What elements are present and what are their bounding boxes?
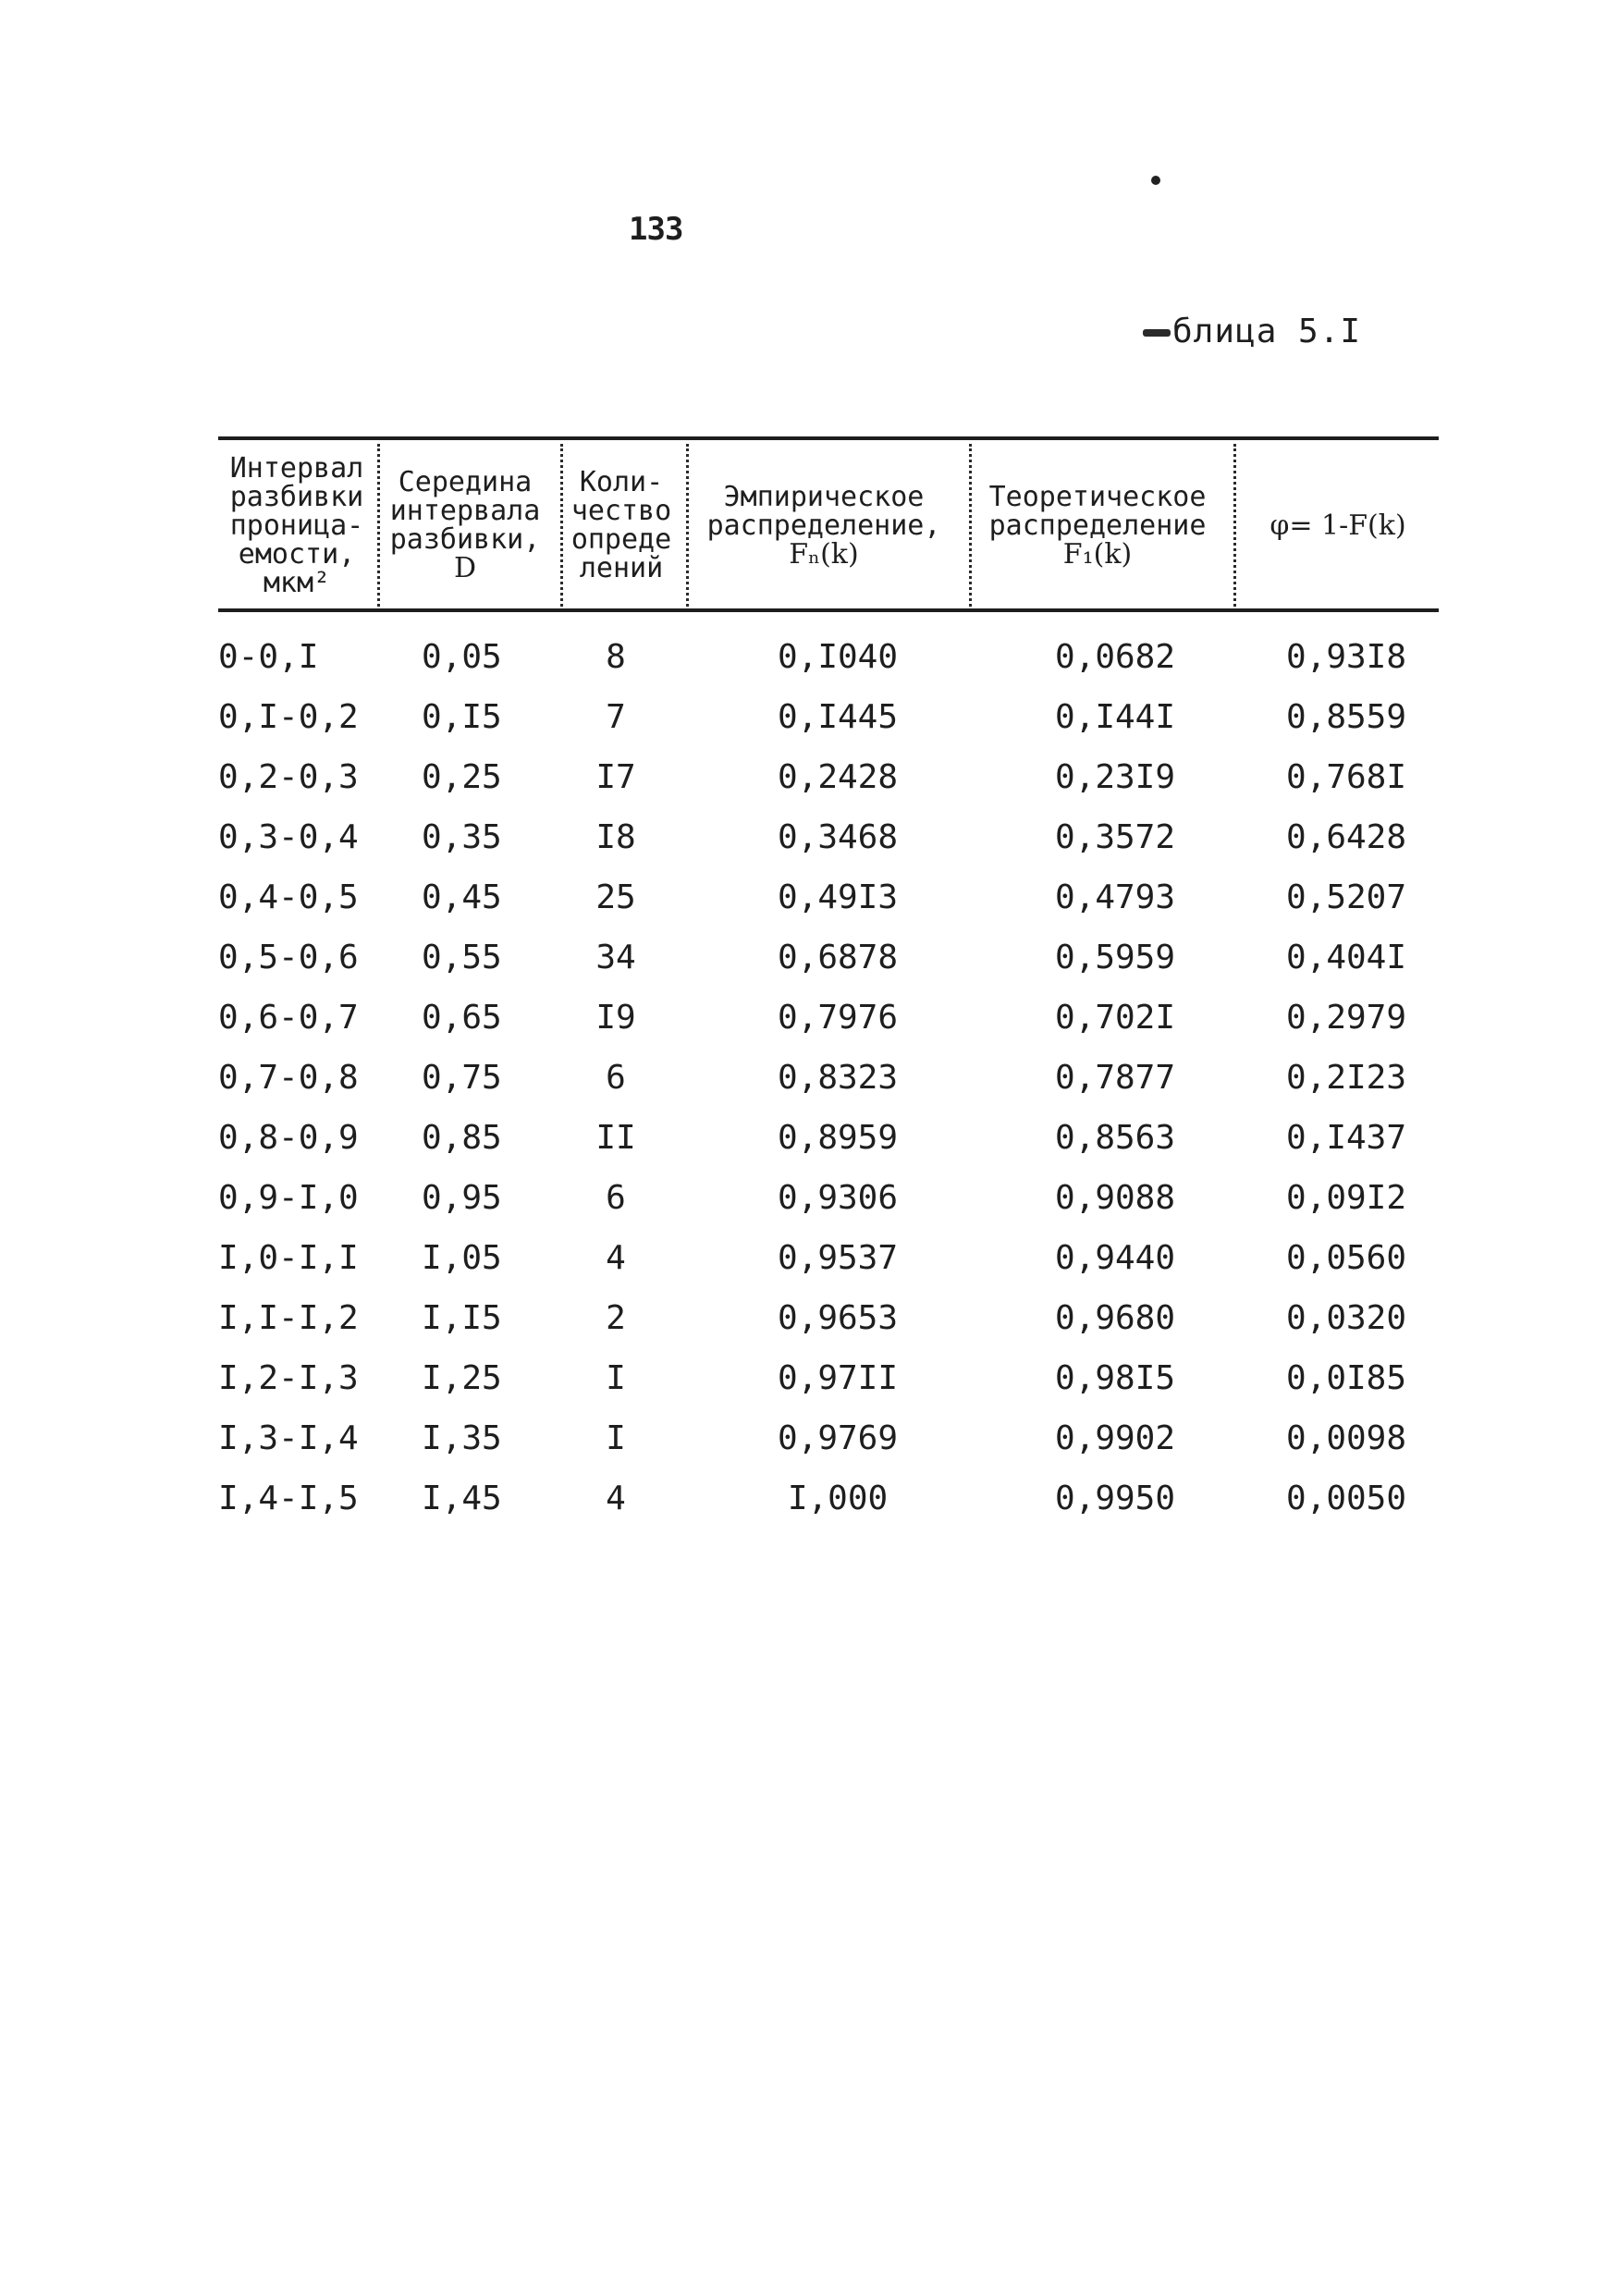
cell-midpoint: 0,05 (422, 638, 502, 676)
cell-count: 34 (595, 939, 636, 976)
table-row (218, 867, 1439, 927)
table-top-rule (218, 436, 1439, 440)
cell-count: II (595, 1119, 636, 1157)
header-interval-line: Интервал (229, 451, 364, 485)
cell-empirical: 0,8959 (777, 1119, 899, 1157)
cell-phi: 0,8559 (1285, 698, 1407, 736)
header-interval (218, 444, 375, 607)
cell-midpoint: 0,65 (422, 999, 502, 1037)
cell-empirical: 0,2428 (777, 758, 899, 796)
table-row (218, 747, 1439, 807)
table-row (218, 1468, 1439, 1529)
cell-phi: 0,6428 (1285, 818, 1407, 856)
cell-theoretical: 0,9680 (1054, 1299, 1176, 1337)
cell-interval: I,4-I,5 (218, 1480, 359, 1517)
cell-count: I (606, 1359, 626, 1397)
cell-count: 4 (606, 1239, 626, 1277)
cell-midpoint: I,25 (422, 1359, 502, 1397)
cell-theoretical: 0,702I (1054, 999, 1176, 1037)
cell-phi: 0,2I23 (1285, 1059, 1407, 1097)
cell-theoretical: 0,5959 (1054, 939, 1176, 976)
cell-phi: 0,0560 (1285, 1239, 1407, 1277)
cell-phi: 0,2979 (1285, 999, 1407, 1037)
cell-midpoint: I,45 (422, 1480, 502, 1517)
table-row (218, 1348, 1439, 1408)
cell-theoretical: 0,9440 (1054, 1239, 1176, 1277)
header-empirical-line: Эмпирическое (723, 480, 925, 513)
cell-midpoint: 0,25 (422, 758, 502, 796)
table-row (218, 1408, 1439, 1468)
header-separator (560, 444, 563, 607)
header-midpoint (381, 444, 549, 607)
cell-interval: 0,2-0,3 (218, 758, 359, 796)
cell-empirical: 0,I445 (777, 698, 899, 736)
table-row (218, 1048, 1439, 1108)
header-count-line: Коли- (579, 466, 664, 498)
cell-empirical: 0,9653 (777, 1299, 899, 1337)
header-count-line: лений (579, 552, 664, 584)
cell-theoretical: 0,9950 (1054, 1480, 1176, 1517)
table-row (218, 1168, 1439, 1228)
header-theoretical (973, 444, 1222, 607)
table-row (218, 1288, 1439, 1348)
header-midpoint-line: разбивки, (389, 523, 541, 556)
cell-empirical: I,000 (787, 1480, 889, 1517)
header-theoretical-line: распределение (988, 509, 1207, 542)
cell-interval: I,0-I,I (218, 1239, 359, 1277)
header-separator (969, 444, 972, 607)
header-empirical-symbol: Fₙ(k) (789, 537, 859, 571)
cell-theoretical: 0,7877 (1054, 1059, 1176, 1097)
table-header-rule (218, 608, 1439, 612)
cell-phi: 0,768I (1285, 758, 1407, 796)
cell-empirical: 0,9537 (777, 1239, 899, 1277)
cell-midpoint: 0,95 (422, 1179, 502, 1217)
cell-midpoint: 0,45 (422, 878, 502, 916)
cell-theoretical: 0,9088 (1054, 1179, 1176, 1217)
table-row (218, 1108, 1439, 1168)
header-theoretical-line: Теоретическое (988, 480, 1207, 513)
header-count (564, 444, 679, 607)
table-body (218, 627, 1439, 1529)
header-interval-line: проница- (229, 509, 364, 542)
cell-interval: 0,7-0,8 (218, 1059, 359, 1097)
cell-empirical: 0,I040 (777, 638, 899, 676)
cell-theoretical: 0,4793 (1054, 878, 1176, 916)
cell-count: I8 (595, 818, 636, 856)
cell-interval: 0,I-0,2 (218, 698, 359, 736)
cell-phi: 0,I437 (1285, 1119, 1407, 1157)
cell-phi: 0,404I (1285, 939, 1407, 976)
ink-smudge (1143, 329, 1171, 337)
cell-count: I9 (595, 999, 636, 1037)
cell-count: 6 (606, 1059, 626, 1097)
header-separator (1233, 444, 1236, 607)
cell-phi: 0,93I8 (1285, 638, 1407, 676)
cell-midpoint: I,35 (422, 1419, 502, 1457)
cell-midpoint: I,I5 (422, 1299, 502, 1337)
cell-empirical: 0,9769 (777, 1419, 899, 1457)
cell-midpoint: 0,85 (422, 1119, 502, 1157)
cell-count: 7 (606, 698, 626, 736)
cell-midpoint: 0,75 (422, 1059, 502, 1097)
cell-phi: 0,5207 (1285, 878, 1407, 916)
header-phi (1239, 444, 1437, 607)
header-interval-line: мкм² (263, 566, 331, 599)
cell-phi: 0,0I85 (1285, 1359, 1407, 1397)
cell-midpoint: 0,55 (422, 939, 502, 976)
header-interval-line: емости, (238, 537, 356, 571)
header-theoretical-symbol: F₁(k) (1062, 537, 1133, 571)
table-row (218, 988, 1439, 1048)
table-caption (1143, 313, 1361, 350)
cell-midpoint: 0,35 (422, 818, 502, 856)
cell-empirical: 0,8323 (777, 1059, 899, 1097)
cell-theoretical: 0,3572 (1054, 818, 1176, 856)
cell-theoretical: 0,9902 (1054, 1419, 1176, 1457)
header-separator (377, 444, 380, 607)
cell-phi: 0,0050 (1285, 1480, 1407, 1517)
table-header (218, 444, 1439, 607)
cell-interval: I,I-I,2 (218, 1299, 359, 1337)
cell-count: 6 (606, 1179, 626, 1217)
page-number: 133 (629, 211, 683, 248)
table-caption-text: блица 5.I (1172, 313, 1362, 350)
cell-theoretical: 0,I44I (1054, 698, 1176, 736)
stray-ink-dot (1151, 176, 1160, 185)
cell-phi: 0,0320 (1285, 1299, 1407, 1337)
cell-midpoint: 0,I5 (422, 698, 502, 736)
header-separator (686, 444, 689, 607)
cell-theoretical: 0,0682 (1054, 638, 1176, 676)
cell-empirical: 0,97II (777, 1359, 899, 1397)
cell-empirical: 0,49I3 (777, 878, 899, 916)
cell-interval: 0,4-0,5 (218, 878, 359, 916)
cell-midpoint: I,05 (422, 1239, 502, 1277)
header-phi-formula: φ= 1-F(k) (1269, 509, 1406, 542)
cell-theoretical: 0,23I9 (1054, 758, 1176, 796)
cell-count: I7 (595, 758, 636, 796)
header-midpoint-line: Середина (398, 466, 533, 498)
cell-interval: I,3-I,4 (218, 1419, 359, 1457)
cell-empirical: 0,9306 (777, 1179, 899, 1217)
cell-phi: 0,09I2 (1285, 1179, 1407, 1217)
cell-count: 2 (606, 1299, 626, 1337)
cell-interval: 0,8-0,9 (218, 1119, 359, 1157)
table-row (218, 627, 1439, 687)
cell-theoretical: 0,98I5 (1054, 1359, 1176, 1397)
cell-interval: 0,5-0,6 (218, 939, 359, 976)
cell-phi: 0,0098 (1285, 1419, 1407, 1457)
cell-count: 4 (606, 1480, 626, 1517)
cell-empirical: 0,6878 (777, 939, 899, 976)
table-row (218, 1228, 1439, 1288)
header-midpoint-line: интервала (389, 495, 541, 527)
cell-interval: 0-0,I (218, 638, 319, 676)
cell-theoretical: 0,8563 (1054, 1119, 1176, 1157)
cell-empirical: 0,3468 (777, 818, 899, 856)
cell-empirical: 0,7976 (777, 999, 899, 1037)
header-empirical (690, 444, 958, 607)
cell-interval: 0,3-0,4 (218, 818, 359, 856)
cell-interval: I,2-I,3 (218, 1359, 359, 1397)
cell-interval: 0,9-I,0 (218, 1179, 359, 1217)
header-empirical-line: распределение, (706, 509, 941, 542)
header-interval-line: разбивки (229, 480, 364, 513)
header-midpoint-symbol: D (453, 552, 477, 584)
table-row (218, 927, 1439, 988)
cell-count: 25 (595, 878, 636, 916)
header-count-line: чество (570, 495, 672, 527)
cell-interval: 0,6-0,7 (218, 999, 359, 1037)
table-row (218, 687, 1439, 747)
header-count-line: опреде (570, 523, 672, 556)
cell-count: 8 (606, 638, 626, 676)
cell-count: I (606, 1419, 626, 1457)
table-row (218, 807, 1439, 867)
